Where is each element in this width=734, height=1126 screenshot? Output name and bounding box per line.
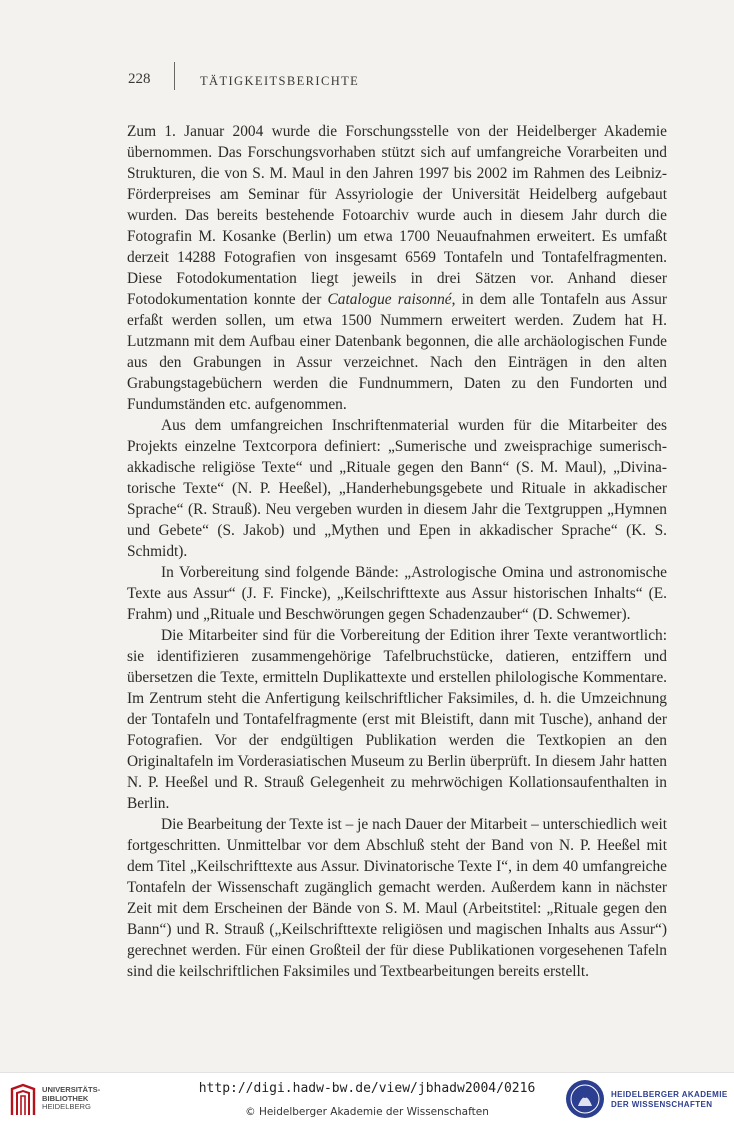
page-header <box>128 62 668 90</box>
ub-line-2: BIBLIOTHEK <box>42 1093 89 1103</box>
academy-line-2: DER WISSENSCHAFTEN <box>611 1100 713 1109</box>
ub-line-3: HEIDELBERG <box>42 1102 91 1112</box>
paragraph-2: Aus dem umfangreichen Inschriftenmaterial wurden für die Mitarbeiter des Projekts einzelne Textcorpora definiert: „Sumerische und zweisprachige sumerisch-akkadische religiöse Texte“ und „Rituale gegen den Bann“ (S. M. Maul), „Divinatorische Texte“ (N. P. Heeßel), „Handerhebungsgebete und Rituale in akkadischer Sprache“ (R. Strauß). Neu vergeben wurden in diesem Jahr die Textgruppen „Hymnen und Gebete“ (S. Jakob) und „Mythen und Epen in akkadischer Sprache“ (K. S. Schmidt). <box>127 417 667 560</box>
paragraph-1: Zum 1. Januar 2004 wurde die Forschungsstelle von der Heidelberger Akademie übernommen. Das Forschungsvorhaben stützt sich auf umfangreiche Vorarbeiten und Strukturen, die von S. M. Maul in den Jahren 1997 bis 2002 im Rahmen des Leibniz-Förderpreises am Seminar für Assyriologie der Universität Heidelberg aufgebaut wurden. Das bereits bestehende Fotoarchiv wurde auch in diesem Jahr durch die Fotografin M. Kosanke (Berlin) um etwa 1700 Neuaufnahmen erweitert. Es umfaßt derzeit 14288 Fotografien von insgesamt 6569 Tontafeln und Tontafelfragmenten. Diese Fotodokumentation liegt jeweils in drei Sätzen vor. Anhand dieser Fotodokumentation konnte der Catalogue raisonné, in dem alle Tontafeln aus Assur erfaßt werden sollen, um etwa 1500 Nummern erweitert werden. Zudem hat H. Lutzmann mit dem Aufbau einer Datenbank begonnen, die alle archäologischen Funde aus den Grabungen in Assur verzeichnet. Nach den Einträgen in den alten Grabungstagebüchern werden die Fundnummern, Daten zu den Fundorten und Fundumständen etc. aufgenommen. <box>127 123 668 413</box>
paragraph-5: Die Bearbeitung der Texte ist – je nach Dauer der Mitarbeit – unterschiedlich weit fortgeschritten. Unmittelbar vor dem Abschluß steht der Band von N. P. Heeßel mit dem Titel „Keilschrifttexte aus Assur. Divinatorische Texte I“, in dem 40 umfangreiche Tontafeln der Wissenschaft zugänglich gemacht werden. Außerdem kann in nächster Zeit mit dem Erscheinen der Bände von S. M. Maul (Arbeitstitel: „Rituale gegen den Bann“) und R. Strauß („Keilschrifttexte religiösen und magischen Inhalts aus Assur“) gerechnet werden. Für einen Großteil der für diese Publikationen vorgesehenen Tafeln sind die keilschriftlichen Faksimiles und Textbearbeitungen bereits erstellt. <box>127 816 667 980</box>
viewer-footer <box>0 1072 734 1126</box>
running-head: TÄTIGKEITSBERICHTE <box>200 74 360 88</box>
catalogue-title: Catalogue raisonné <box>327 291 452 308</box>
copyright-notice: © Heidelberger Akademie der Wissenschaften <box>245 1106 489 1118</box>
ub-line-1: UNIVERSITÄTS- <box>42 1085 101 1094</box>
body-text <box>127 121 667 982</box>
header-divider <box>174 62 175 90</box>
academy-seal-icon <box>566 1080 604 1118</box>
page-number: 228 <box>128 71 151 87</box>
academy-line-1: HEIDELBERGER AKADEMIE <box>611 1090 728 1099</box>
permalink-url[interactable]: http://digi.hadw-bw.de/view/jbhadw2004/0216 <box>198 1081 536 1096</box>
paragraph-3: In Vorbereitung sind folgende Bände: „Astrologische Omina und astronomische Texte aus Assur“ (J. F. Fincke), „Keilschrifttexte aus Assur historischen Inhalts“ (E. Frahm) und „Rituale und Beschwörungen gegen Schadenzauber“ (D. Schwemer). <box>127 564 667 623</box>
paragraph-4: Die Mitarbeiter sind für die Vorbereitung der Edition ihrer Texte verantwortlich: sie identifizieren zusammengehörige Tafelbruchstücke, datieren, entziffern und übersetzen die Texte, ermitteln Duplikattexte und erstellen philologische Kommentare. Im Zentrum steht die Anfertigung keilschriftlicher Faksimiles, d. h. die Umzeichnung der Tontafeln und Tontafelfragmente (erst mit Bleistift, dann mit Tusche), anhand der Fotografien. Vor der endgültigen Publikation werden die Textkopien an den Originaltafeln im Vorderasiatischen Museum zu Berlin überprüft. In diesem Jahr hatten N. P. Heeßel und R. Strauß Gelegenheit zu mehrwöchigen Kollationsaufenthalten in Berlin. <box>127 627 667 812</box>
academy-label <box>611 1090 728 1110</box>
